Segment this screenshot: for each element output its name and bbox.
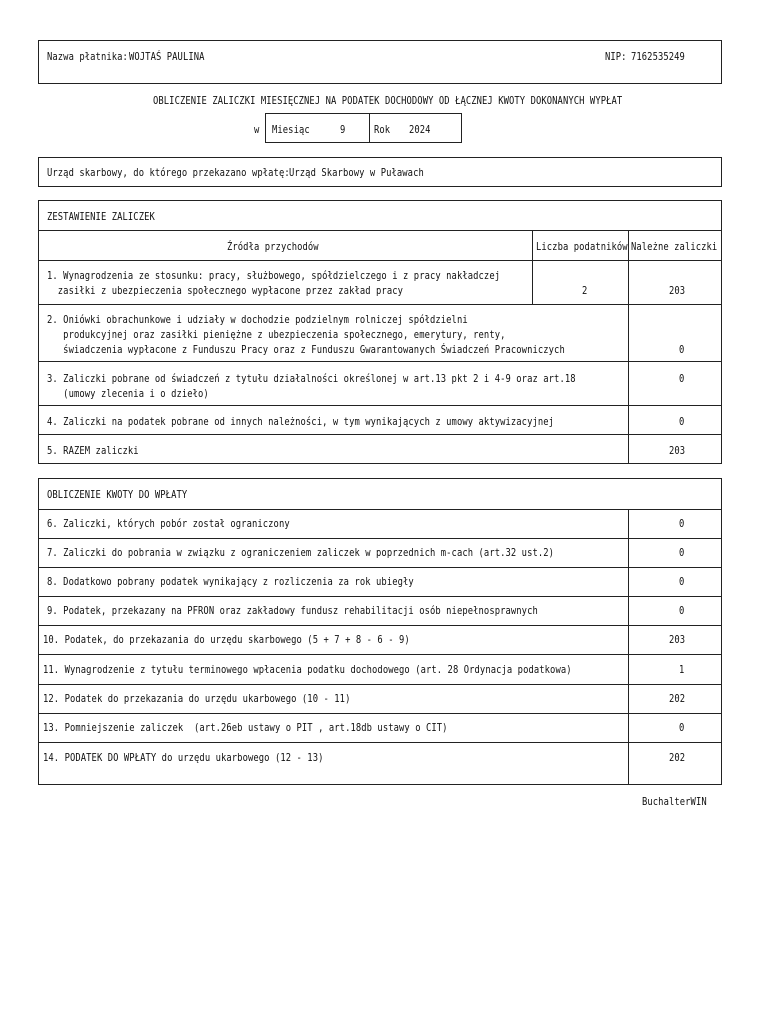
row5-line1: 5. RAZEM zaliczki bbox=[47, 445, 139, 457]
calc-row-value: 0 bbox=[679, 518, 685, 530]
row2-due: 0 bbox=[679, 344, 685, 356]
calc-row-value: 1 bbox=[679, 664, 685, 676]
row5-due: 203 bbox=[669, 445, 686, 457]
calc-row-value: 0 bbox=[679, 605, 685, 617]
row4-due: 0 bbox=[679, 416, 685, 428]
col-source-header: Źródła przychodów bbox=[227, 241, 319, 253]
payment-calculation-table bbox=[38, 478, 722, 785]
section2-title: OBLICZENIE KWOTY DO WPŁATY bbox=[47, 489, 188, 501]
col-count-header: Liczba podatników bbox=[536, 241, 628, 253]
row2-line3: świadczenia wypłacone z Funduszu Pracy oraz z Funduszu Gwarantowanych Świadczeń Pracowniczych bbox=[47, 344, 565, 356]
nip-label: NIP: bbox=[605, 51, 627, 63]
payer-label: Nazwa płatnika: bbox=[47, 51, 128, 63]
calc-row-label: 10. Podatek, do przekazania do urzędu skarbowego (5 + 7 + 8 - 6 - 9) bbox=[43, 634, 410, 646]
calc-row-label: 11. Wynagrodzenie z tytułu terminowego wpłacenia podatku dochodowego (art. 28 Ordynacja podatkowa) bbox=[43, 664, 572, 676]
calc-row-label: 6. Zaliczki, których pobór został ograniczony bbox=[47, 518, 290, 530]
row4-line1: 4. Zaliczki na podatek pobrane od innych należności, w tym wynikających z umowy aktywizacyjnej bbox=[47, 416, 555, 428]
row3-due: 0 bbox=[679, 373, 685, 385]
calc-row-label: 8. Dodatkowo pobrany podatek wynikający z rozliczenia za rok ubiegły bbox=[47, 576, 414, 588]
period-box bbox=[265, 113, 462, 143]
section1-title: ZESTAWIENIE ZALICZEK bbox=[47, 211, 155, 223]
year-label: Rok bbox=[374, 124, 391, 136]
payer-name: WOJTAŚ PAULINA bbox=[129, 51, 205, 63]
tax-office-box bbox=[38, 157, 722, 187]
software-footer: BuchalterWIN bbox=[642, 796, 707, 808]
calc-row-value: 0 bbox=[679, 576, 685, 588]
tax-office-label: Urząd skarbowy, do którego przekazano wpłatę: bbox=[47, 167, 290, 179]
row1-due: 203 bbox=[669, 285, 686, 297]
payer-header-box bbox=[38, 40, 722, 84]
calc-row-value: 203 bbox=[669, 634, 686, 646]
row2-line2: produkcyjnej oraz zasiłki pieniężne z ubezpieczenia społecznego, emerytury, renty, bbox=[47, 329, 506, 341]
row3-line2: (umowy zlecenia i o dzieło) bbox=[47, 388, 209, 400]
row1-count: 2 bbox=[582, 285, 588, 297]
calc-row-value: 0 bbox=[679, 547, 685, 559]
tax-office-name: Urząd Skarbowy w Puławach bbox=[289, 167, 424, 179]
calc-row-label: 12. Podatek do przekazania do urzędu ukarbowego (10 - 11) bbox=[43, 693, 351, 705]
calc-row-label: 7. Zaliczki do pobrania w związku z ograniczeniem zaliczek w poprzednich m-cach (art.32 ust.2) bbox=[47, 547, 555, 559]
calc-row-value: 0 bbox=[679, 722, 685, 734]
row1-line1: 1. Wynagrodzenia ze stosunku: pracy, służbowego, spółdzielczego i z pracy nakładczej bbox=[47, 270, 501, 282]
calc-row-label: 9. Podatek, przekazany na PFRON oraz zakładowy fundusz rehabilitacji osób niepełnosprawnych bbox=[47, 605, 538, 617]
calc-row-label: 14. PODATEK DO WPŁATY do urzędu ukarbowego (12 - 13) bbox=[43, 752, 324, 764]
calc-row-value: 202 bbox=[669, 693, 686, 705]
col-due-header: Należne zaliczki bbox=[631, 241, 718, 253]
row3-line1: 3. Zaliczki pobrane od świadczeń z tytułu działalności określonej w art.13 pkt 2 i 4-9 oraz art.18 bbox=[47, 373, 576, 385]
period-w-label: w bbox=[254, 124, 260, 136]
advances-summary-table bbox=[38, 200, 722, 464]
row2-line1: 2. Oniówki obrachunkowe i udziały w dochodzie podzielnym rolniczej spółdzielni bbox=[47, 314, 468, 326]
nip-value: 7162535249 bbox=[631, 51, 685, 63]
document-title: OBLICZENIE ZALICZKI MIESIĘCZNEJ NA PODATEK DOCHODOWY OD ŁĄCZNEJ KWOTY DOKONANYCH WYPŁAT bbox=[153, 95, 623, 107]
row1-line2: zasiłki z ubezpieczenia społecznego wypłacone przez zakład pracy bbox=[47, 285, 404, 297]
calc-row-value: 202 bbox=[669, 752, 686, 764]
year-value: 2024 bbox=[409, 124, 431, 136]
month-value: 9 bbox=[340, 124, 346, 136]
month-label: Miesiąc bbox=[272, 124, 310, 136]
calc-row-label: 13. Pomniejszenie zaliczek (art.26eb ustawy o PIT , art.18db ustawy o CIT) bbox=[43, 722, 448, 734]
